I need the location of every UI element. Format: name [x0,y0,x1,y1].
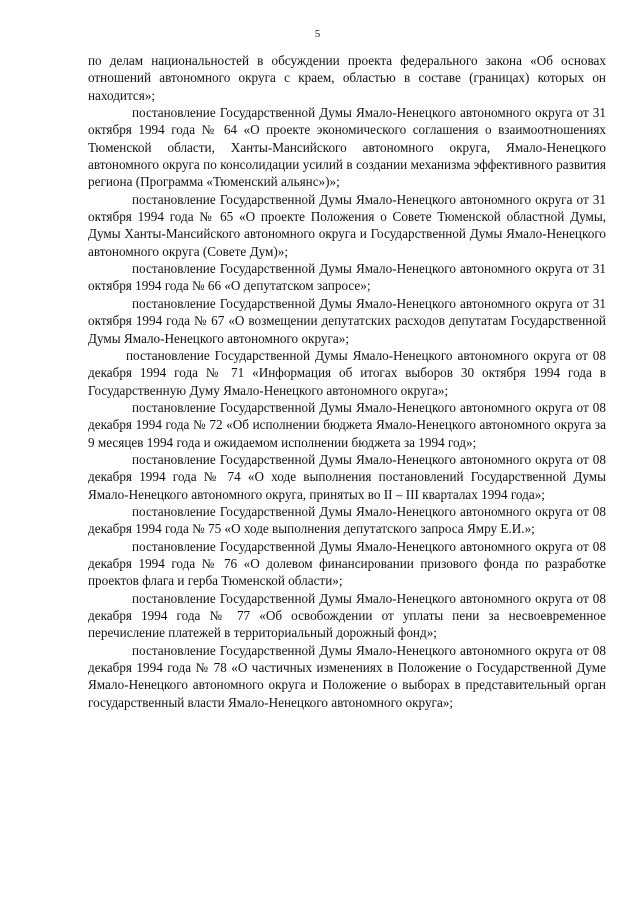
paragraph-resolution-76: постановление Государственной Думы Ямало-Ненецкого автономного округа от 08 декабря 1994 года № 76 «О долевом финансировании призового фонда по разработке проектов флага и герба Тюменской области»; [88,538,606,589]
paragraph-resolution-75: постановление Государственной Думы Ямало-Ненецкого автономного округа от 08 декабря 1994 года № 75 «О ходе выполнения депутатского запроса Ямру Е.И.»; [88,503,606,537]
paragraph-resolution-77: постановление Государственной Думы Ямало-Ненецкого автономного округа от 08 декабря 1994 года № 77 «Об освобождении от уплаты пени за несвоевременное перечисление платежей в территориальный дорожный фонд»; [88,590,606,641]
page-number: 5 [314,28,321,40]
document-body [88,52,606,711]
paragraph-resolution-71: постановление Государственной Думы Ямало-Ненецкого автономного округа от 08 декабря 1994 года № 71 «Информация об итогах выборов 30 октября 1994 года в Государственную Думу Ямало-Ненецкого автономного округа»; [88,347,606,398]
paragraph-resolution-78: постановление Государственной Думы Ямало-Ненецкого автономного округа от 08 декабря 1994 года № 78 «О частичных изменениях в Положение о Государственной Думе Ямало-Ненецкого автономного округа и Положение о выборах в представительный орган государственный власти Ямало-Ненецкого автономного округа»; [88,642,606,710]
paragraph-resolution-65: постановление Государственной Думы Ямало-Ненецкого автономного округа от 31 октября 1994 года № 65 «О проекте Положения о Совете Тюменской областной Думы, Думы Ханты-Мансийского автономного округа и Государственной Думы Ямало-Ненецкого автономного округа (Совете Дум)»; [88,191,606,259]
paragraph-resolution-72: постановление Государственной Думы Ямало-Ненецкого автономного округа от 08 декабря 1994 года № 72 «Об исполнении бюджета Ямало-Ненецкого автономного округа за 9 месяцев 1994 года и ожидаемом исполнении бюджета за 1994 год»; [88,399,606,450]
paragraph-continuation: по делам национальностей в обсуждении проекта федерального закона «Об основах отношений автономного округа с краем, областью в составе (границах) которых он находится»; [88,53,606,103]
paragraph-resolution-67: постановление Государственной Думы Ямало-Ненецкого автономного округа от 31 октября 1994 года № 67 «О возмещении депутатских расходов депутатам Государственной Думы Ямало-Ненецкого автономного округа»; [88,295,606,346]
paragraph-resolution-64: постановление Государственной Думы Ямало-Ненецкого автономного округа от 31 октября 1994 года № 64 «О проекте экономического соглашения о взаимоотношениях Тюменской области, Ханты-Мансийского автономного округа, Ямало-Ненецкого автономного округа по консолидации усилий в создании механизма эффективного развития региона (Программа «Тюменский альянс»)»; [88,105,606,190]
paragraph-resolution-74: постановление Государственной Думы Ямало-Ненецкого автономного округа от 08 декабря 1994 года № 74 «О ходе выполнения постановлений Государственной Думы Ямало-Ненецкого автономного округа, принятых во II – III кварталах 1994 года»; [88,451,606,502]
paragraph-resolution-66: постановление Государственной Думы Ямало-Ненецкого автономного округа от 31 октября 1994 года № 66 «О депутатском запросе»; [88,261,606,294]
